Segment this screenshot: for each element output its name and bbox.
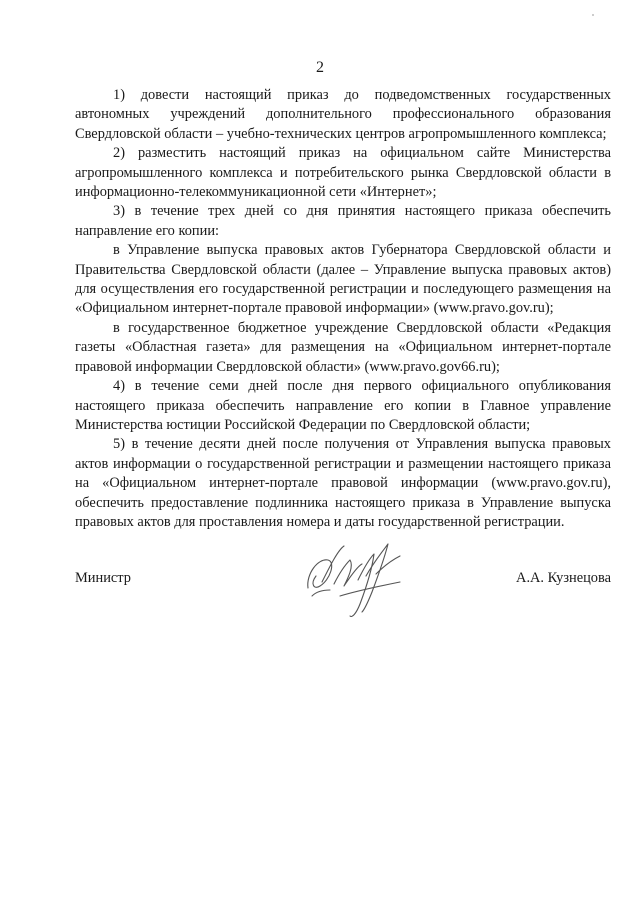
paragraph-item-5: 5) в течение десяти дней после получения от Управления выпуска правовых актов информации о государственной регистрации и размещении настоящего приказа на «Официальном интернет-портале правовой информации (www.pravo.gov.ru), обеспечить предоставление подлинника настоящего приказа в Управление выпуска правовых актов для проставления номера и даты государственной регистрации. xyxy=(75,436,611,530)
paragraph-item-3: 3) в течение трех дней со дня принятия настоящего приказа обеспечить направление его копии: xyxy=(75,203,611,239)
paragraph-recipient-2: в государственное бюджетное учреждение Свердловской области «Редакция газеты «Областная газета» для размещения на «Официальном интернет-портале правовой информации Свердловской области» (www.pravo.gov66.ru); xyxy=(75,319,611,375)
signatory-position: Министр xyxy=(75,570,131,586)
page-number: 2 xyxy=(316,59,324,76)
paragraph-item-1: 1) довести настоящий приказ до подведомственных государственных автономных учреждений дополнительного профессионального образования Свердловской области – учебно-технических центров агропромышленного комплекса; xyxy=(75,87,611,142)
paragraph-recipient-1: в Управление выпуска правовых актов Губернатора Свердловской области и Правительства Свердловской области (далее – Управление выпуска правовых актов) для осуществления его государственной регистрации и последующего размещения на «Официальном интернет-портале правовой информации» (www.pravo.gov.ru); xyxy=(75,242,611,317)
scan-speck xyxy=(592,14,594,16)
paragraph-item-2: 2) разместить настоящий приказ на официальном сайте Министерства агропромышленного комплекса и потребительского рынка Свердловской области в информационно-телекоммуникационной сети «Интернет»; xyxy=(75,145,611,201)
paragraph-item-4: 4) в течение семи дней после дня первого официального опубликования настоящего приказа обеспечить направление его копии в Главное управление Министерства юстиции Российской Федерации по Свердловской области; xyxy=(75,378,611,433)
signature-block xyxy=(75,568,611,588)
document-body xyxy=(75,86,611,532)
signatory-name: А.А. Кузнецова xyxy=(516,570,611,586)
